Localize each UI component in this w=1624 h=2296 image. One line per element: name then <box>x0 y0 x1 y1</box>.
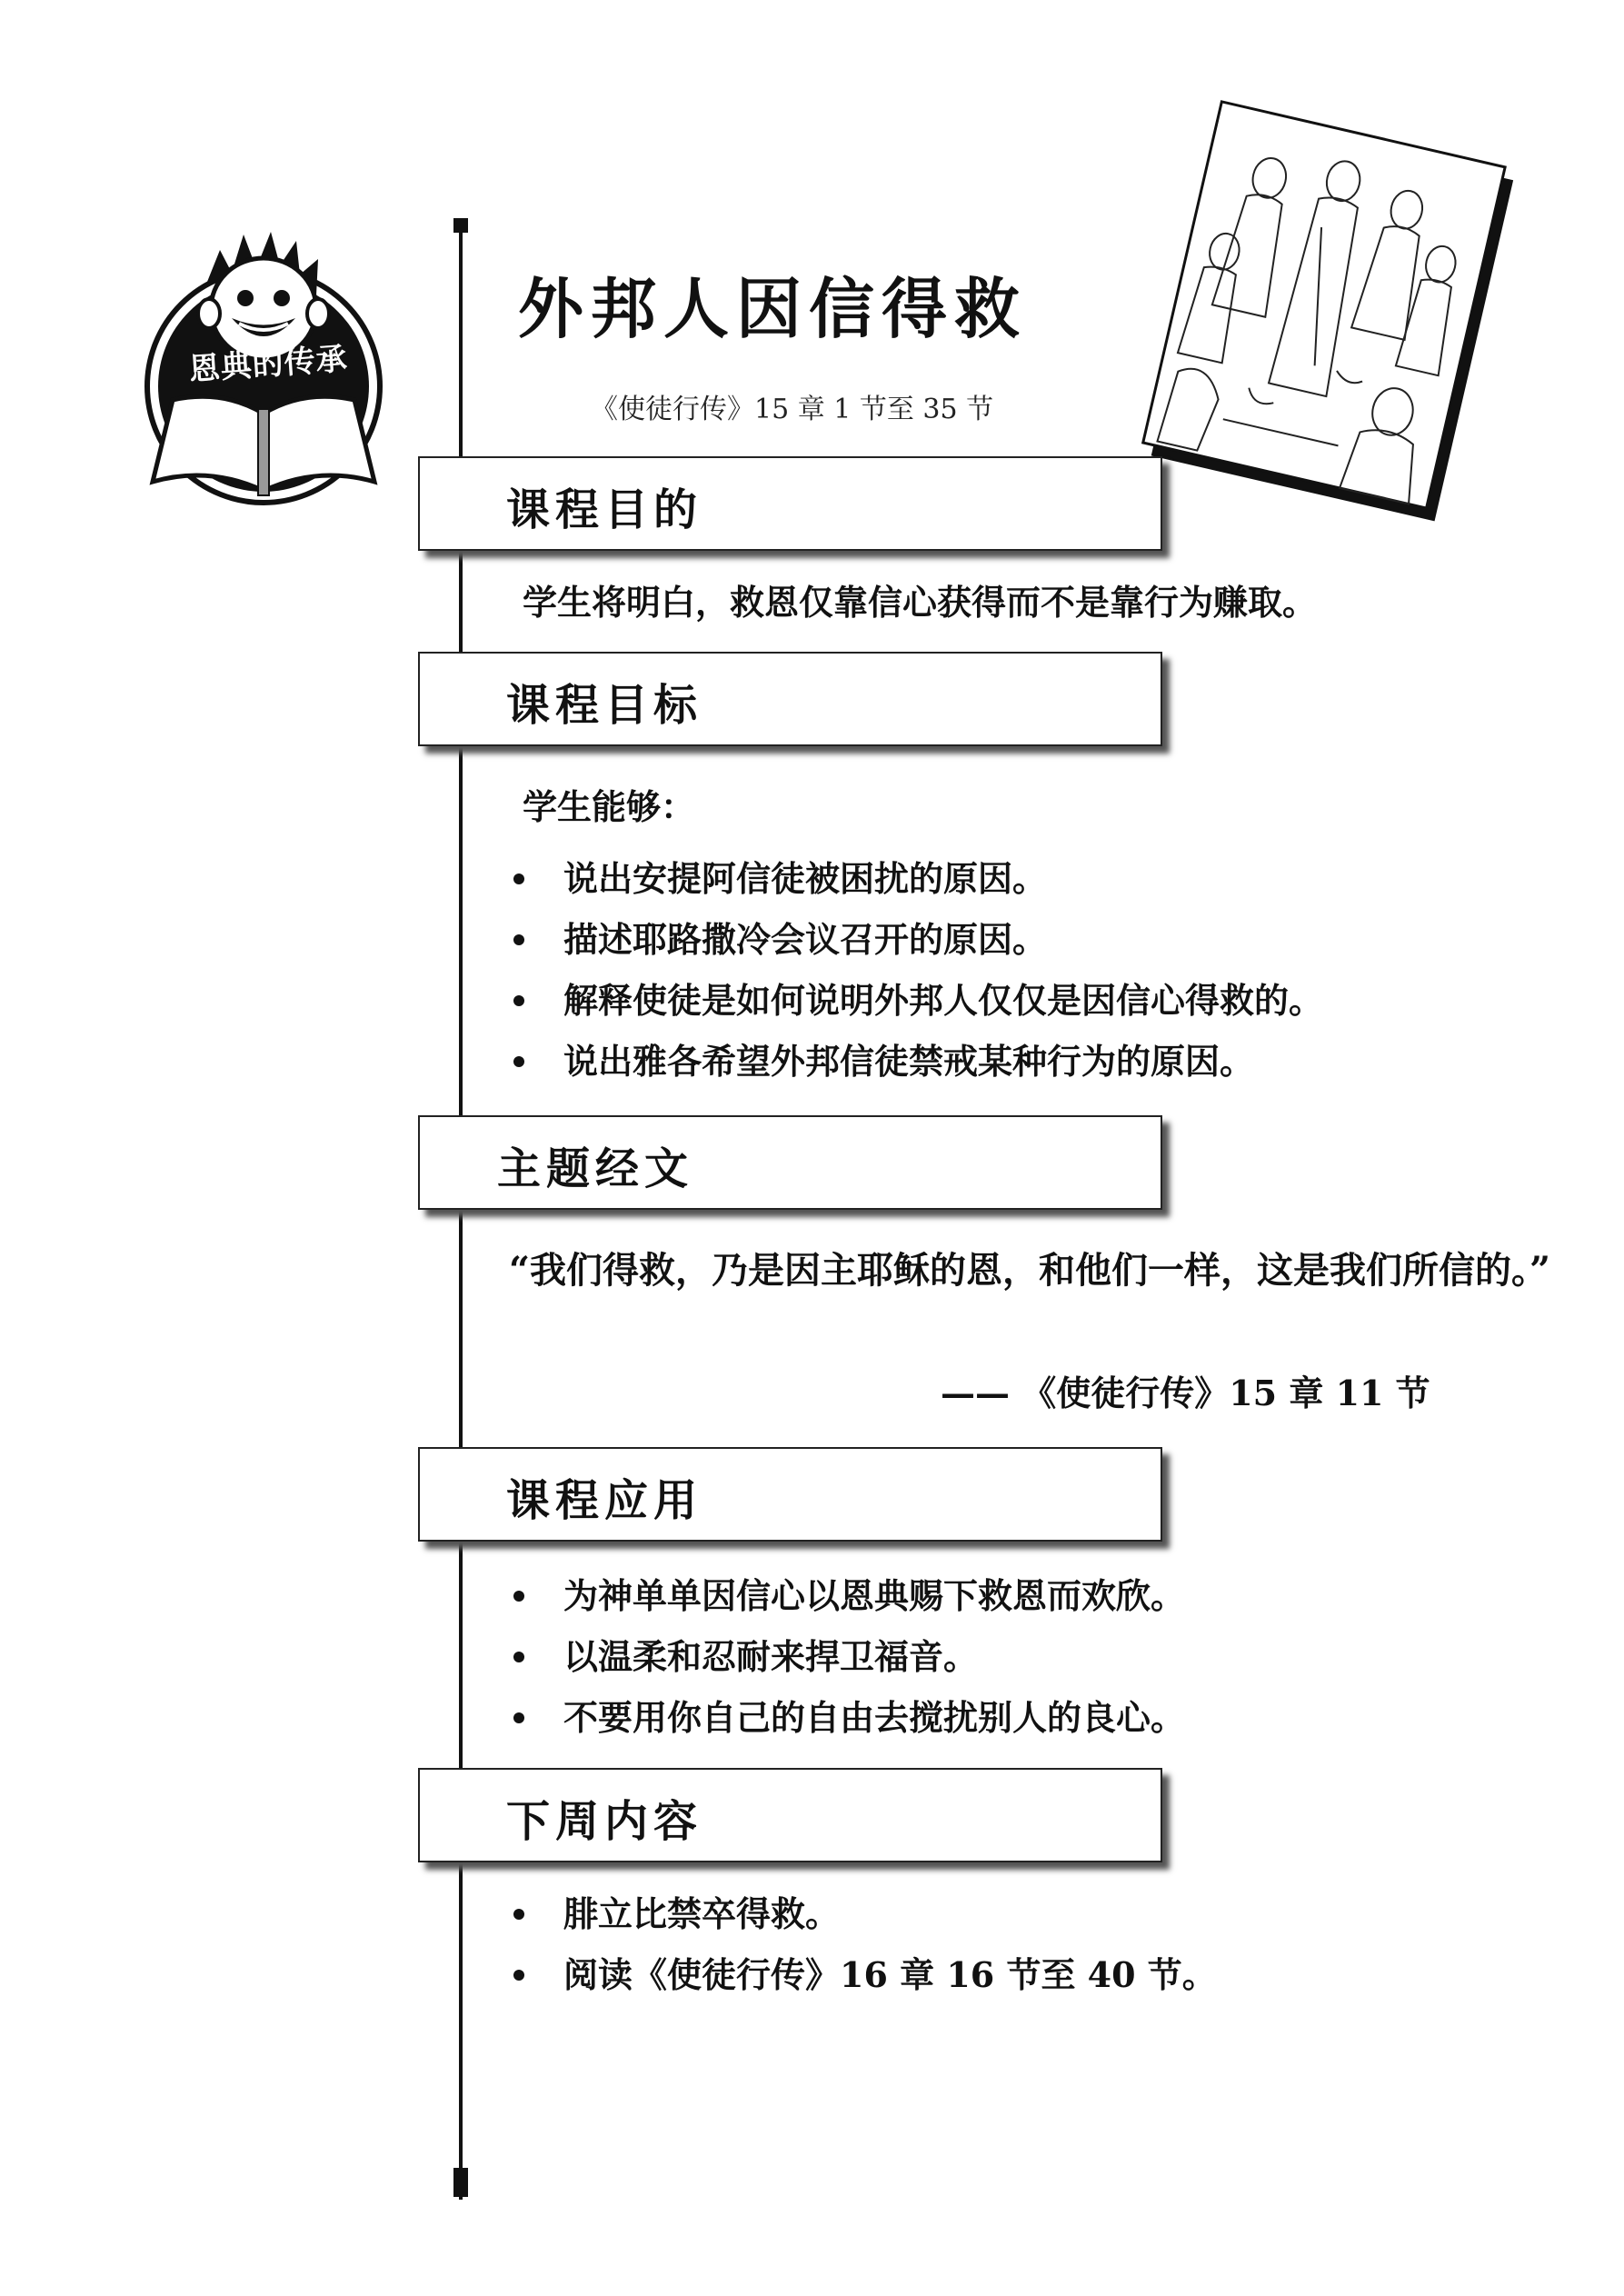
next-week-list <box>509 1883 1217 2005</box>
bullet-icon <box>513 1652 524 1662</box>
bullet-icon <box>513 995 524 1006</box>
application-list <box>509 1565 1185 1748</box>
scripture-range: 《使徒行传》15 章 1 节至 35 节 <box>591 394 994 425</box>
page-title: 外邦人因信得救 <box>518 270 1028 347</box>
bullet-icon <box>513 934 524 945</box>
objectives-intro: 学生能够： <box>523 786 696 827</box>
bullet-icon <box>513 1591 524 1602</box>
key-verse-text: “我们得救，乃是因主耶稣的恩，和他们一样，这是我们所信的。” <box>509 1249 1551 1292</box>
purpose-text: 学生将明白，救恩仅靠信心获得而不是靠行为赚取。 <box>523 582 1318 623</box>
section-header-application <box>418 1447 1162 1542</box>
timeline-cap-top <box>453 218 468 233</box>
series-logo <box>136 218 391 518</box>
bullet-icon <box>513 873 524 884</box>
list-item: 阅读《使徒行传》16 章 16 节至 40 节。 <box>509 1944 1217 2005</box>
section-heading: 主题经文 <box>497 1143 694 1194</box>
list-item: 为神单单因信心以恩典赐下救恩而欢欣。 <box>509 1565 1185 1626</box>
section-header-purpose <box>418 456 1162 551</box>
bullet-icon <box>513 1712 524 1723</box>
bullet-icon <box>513 1056 524 1067</box>
key-verse-reference: —— 《使徒行传》15 章 11 节 <box>941 1373 1430 1413</box>
section-heading: 课程目的 <box>506 484 703 535</box>
list-item: 说出安提阿信徒被困扰的原因。 <box>509 848 1323 909</box>
list-item: 不要用你自己的自由去搅扰别人的良心。 <box>509 1687 1185 1748</box>
timeline-cap-bottom <box>453 2168 468 2197</box>
list-item: 说出雅各希望外邦信徒禁戒某种行为的原因。 <box>509 1031 1323 1092</box>
list-item: 描述耶路撒冷会议召开的原因。 <box>509 909 1323 970</box>
section-header-key-verse <box>418 1115 1162 1210</box>
section-heading: 下周内容 <box>506 1796 703 1847</box>
bullet-icon <box>513 1970 524 1981</box>
objectives-list <box>509 848 1323 1092</box>
bullet-icon <box>513 1909 524 1920</box>
logo-text: 恩典的传承 <box>187 340 349 389</box>
list-item: 腓立比禁卒得救。 <box>509 1883 1217 1944</box>
section-header-objectives <box>418 652 1162 746</box>
section-header-next-week <box>418 1768 1162 1862</box>
section-heading: 课程目标 <box>506 680 703 731</box>
section-heading: 课程应用 <box>506 1475 703 1526</box>
list-item: 解释使徒是如何说明外邦人仅仅是因信心得救的。 <box>509 970 1323 1031</box>
list-item: 以温柔和忍耐来捍卫福音。 <box>509 1626 1185 1687</box>
council-scene-icon <box>1141 95 1522 532</box>
lesson-illustration <box>1141 95 1522 532</box>
